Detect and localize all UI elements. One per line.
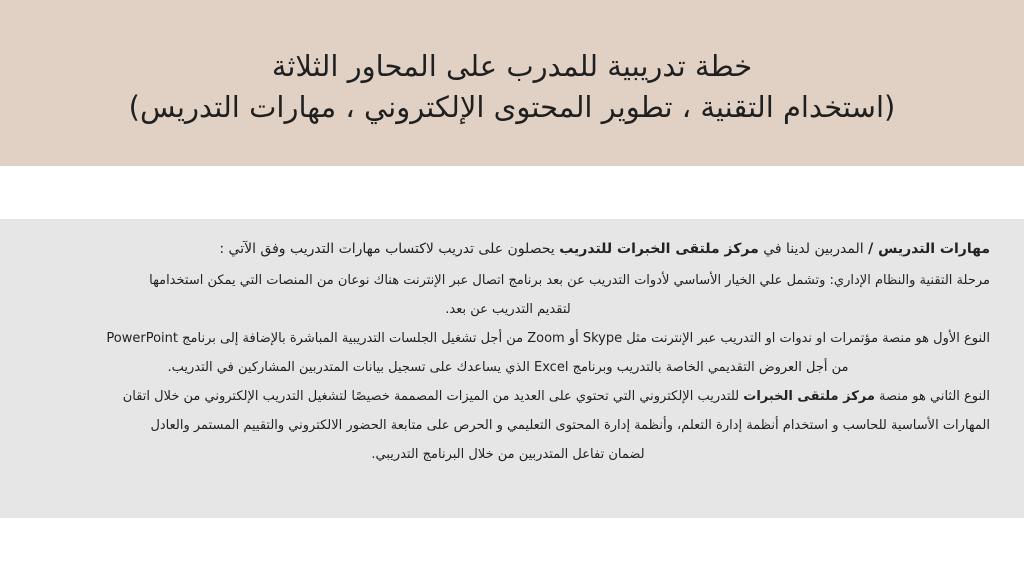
para1-line-2: لتقديم التدريب عن بعد. [445, 302, 571, 317]
powerpoint-term: PowerPoint [106, 331, 179, 346]
para3-text-2: للتدريب الإلكتروني التي تحتوي على العديد من الميزات المصممة خصيصًا لتشغيل التدريب الإلكتروني من خلال اتقان [122, 389, 744, 404]
intro-text-part-1: المدربين لدينا في [758, 241, 869, 257]
para2-line-2 [26, 353, 990, 382]
intro-line [26, 233, 990, 266]
intro-text-part-2: يحصلون على تدريب لاكتساب مهارات التدريب وفق الآتي : [219, 241, 560, 257]
para2-text-4: من أجل العروض التقديمي الخاصة بالتدريب وبرنامج [568, 360, 849, 375]
content-text [26, 233, 990, 469]
page-title [40, 46, 984, 128]
title-line-1: خطة تدريبية للمدرب على المحاور الثلاثة [271, 49, 753, 83]
skype-term: Skype [582, 331, 623, 346]
center-name-bold-2: مركز ملتقى الخبرات [743, 389, 875, 404]
para2-text-2: أو [564, 331, 583, 346]
content-box [0, 219, 1024, 518]
para2-line-1 [26, 324, 990, 353]
center-name-bold: مركز ملتقى الخبرات للتدريب [559, 241, 759, 257]
para1-line-1: مرحلة التقنية والنظام الإداري: وتشمل علي الخيار الأساسي لأدوات التدريب عن بعد برنامج اتصال عبر الإنترنت هناك نوعان من المنصات التي يمكن استخدامها [149, 273, 990, 288]
para3-text-1: النوع الثاني هو منصة [874, 389, 990, 404]
title-banner [0, 0, 1024, 166]
title-line-2: (استخدام التقنية ، تطوير المحتوى الإلكتروني ، مهارات التدريس) [128, 90, 896, 124]
para2-text-5: الذي يساعدك على تسجيل بيانات المتدربين المشاركين في التدريب. [167, 360, 534, 375]
excel-term: Excel [534, 360, 569, 375]
section-heading: مهارات التدريس / [868, 241, 990, 257]
zoom-term: Zoom [527, 331, 565, 346]
para3-line-2: المهارات الأساسية للحاسب و استخدام أنظمة إدارة التعلم، وأنظمة إدارة المحتوى التعليمي و الحرص على متابعة الحضور الالكتروني والتقييم المستمر والعادل [150, 418, 990, 433]
para2-text-1: النوع الأول هو منصة مؤتمرات او ندوات او التدريب عبر الإنترنت مثل [622, 331, 990, 346]
para3-line-1 [26, 382, 990, 411]
para3-line-3: لضمان تفاعل المتدربين من خلال البرنامج التدريبي. [371, 447, 645, 462]
para2-text-3: من أجل تشغيل الجلسات التدريبية المباشرة بالإضافة إلى برنامج [178, 331, 528, 346]
